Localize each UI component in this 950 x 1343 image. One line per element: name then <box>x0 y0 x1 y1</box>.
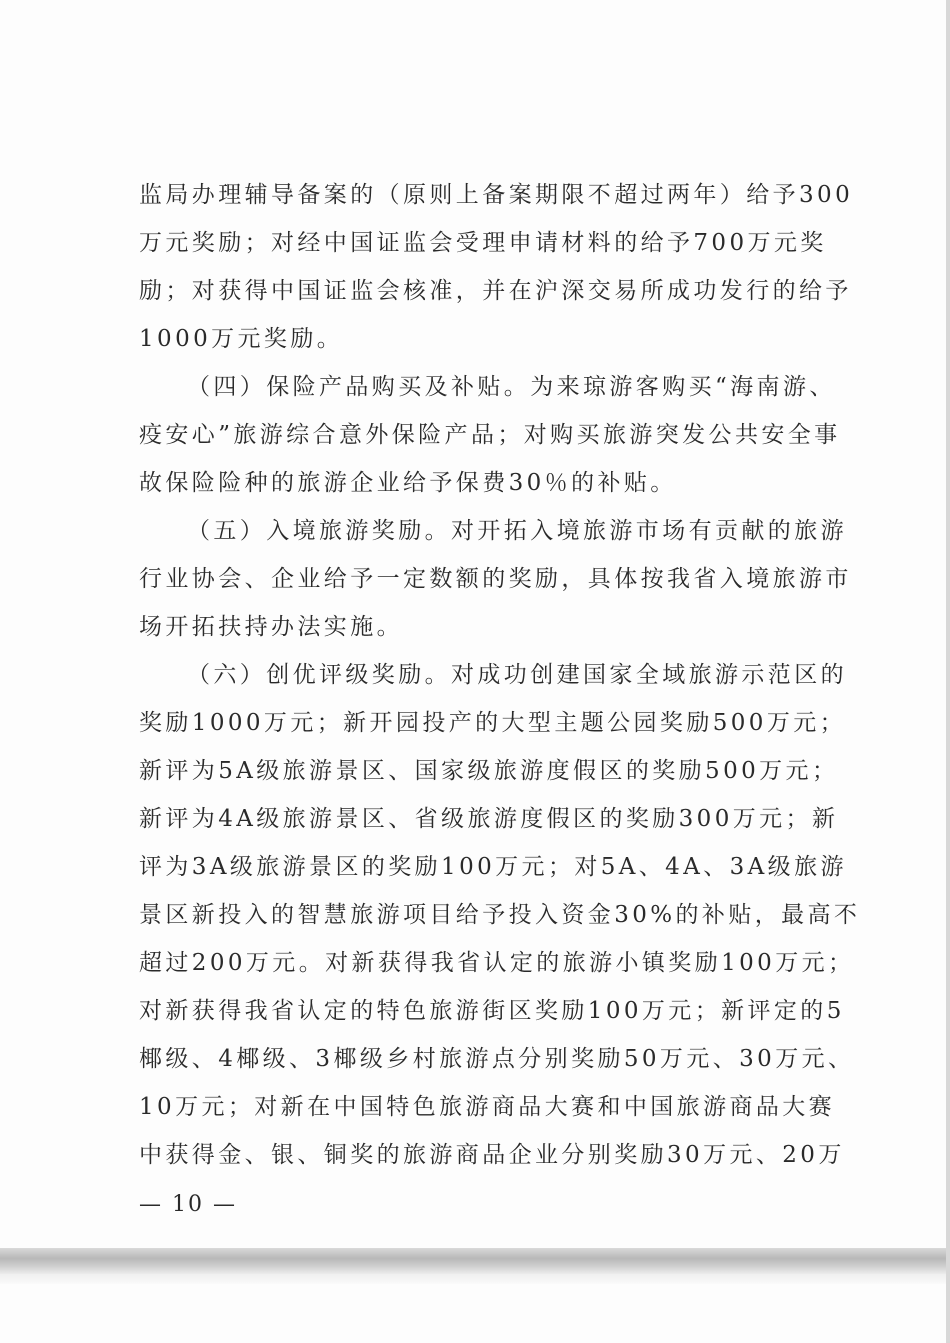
body-text <box>139 171 861 1179</box>
text-line: 景区新投入的智慧旅游项目给予投入资金30%的补贴，最高不 <box>139 902 861 928</box>
page-number: — 10 — <box>139 1192 237 1217</box>
paragraph-heading-line: （六）创优评级奖励。对成功创建国家全域旅游示范区的 <box>187 662 847 688</box>
text-line: 场开拓扶持办法实施。 <box>139 614 403 640</box>
paragraph-heading-line: （五）入境旅游奖励。对开拓入境旅游市场有贡献的旅游 <box>187 518 847 544</box>
text-line: 椰级、4椰级、3椰级乡村旅游点分别奖励50万元、30万元、 <box>139 1046 855 1072</box>
text-line: 新评为5A级旅游景区、国家级旅游度假区的奖励500万元； <box>139 758 839 784</box>
text-line: 评为3A级旅游景区的奖励100万元；对5A、4A、3A级旅游 <box>139 854 847 880</box>
text-line: 奖励1000万元；新开园投产的大型主题公园奖励500万元； <box>139 710 847 736</box>
paragraph-heading-line: （四）保险产品购买及补贴。为来琼游客购买“海南游、 <box>187 374 836 400</box>
text-line: 行业协会、企业给予一定数额的奖励，具体按我省入境旅游市 <box>139 566 852 592</box>
text-line: 对新获得我省认定的特色旅游街区奖励100万元；新评定的5 <box>139 998 845 1024</box>
page-right-edge <box>946 0 950 1343</box>
scan-footer-band <box>0 1248 950 1274</box>
text-line: 疫安心”旅游综合意外保险产品；对购买旅游突发公共安全事 <box>139 422 841 448</box>
text-line: 故保险险种的旅游企业给予保费30％的补贴。 <box>139 470 677 496</box>
text-line: 中获得金、银、铜奖的旅游商品企业分别奖励30万元、20万 <box>139 1142 845 1168</box>
text-line: 10万元；对新在中国特色旅游商品大赛和中国旅游商品大赛 <box>139 1094 836 1120</box>
text-line: 万元奖励；对经中国证监会受理申请材料的给予700万元奖 <box>139 230 827 256</box>
text-line: 1000万元奖励。 <box>139 326 344 352</box>
text-line: 超过200万元。对新获得我省认定的旅游小镇奖励100万元； <box>139 950 855 976</box>
text-line: 励；对获得中国证监会核准，并在沪深交易所成功发行的给予 <box>139 278 852 304</box>
text-line: 新评为4A级旅游景区、省级旅游度假区的奖励300万元；新 <box>139 806 839 832</box>
scan-footer-shadow <box>0 1274 950 1284</box>
text-line: 监局办理辅导备案的（原则上备案期限不超过两年）给予300 <box>139 182 854 208</box>
